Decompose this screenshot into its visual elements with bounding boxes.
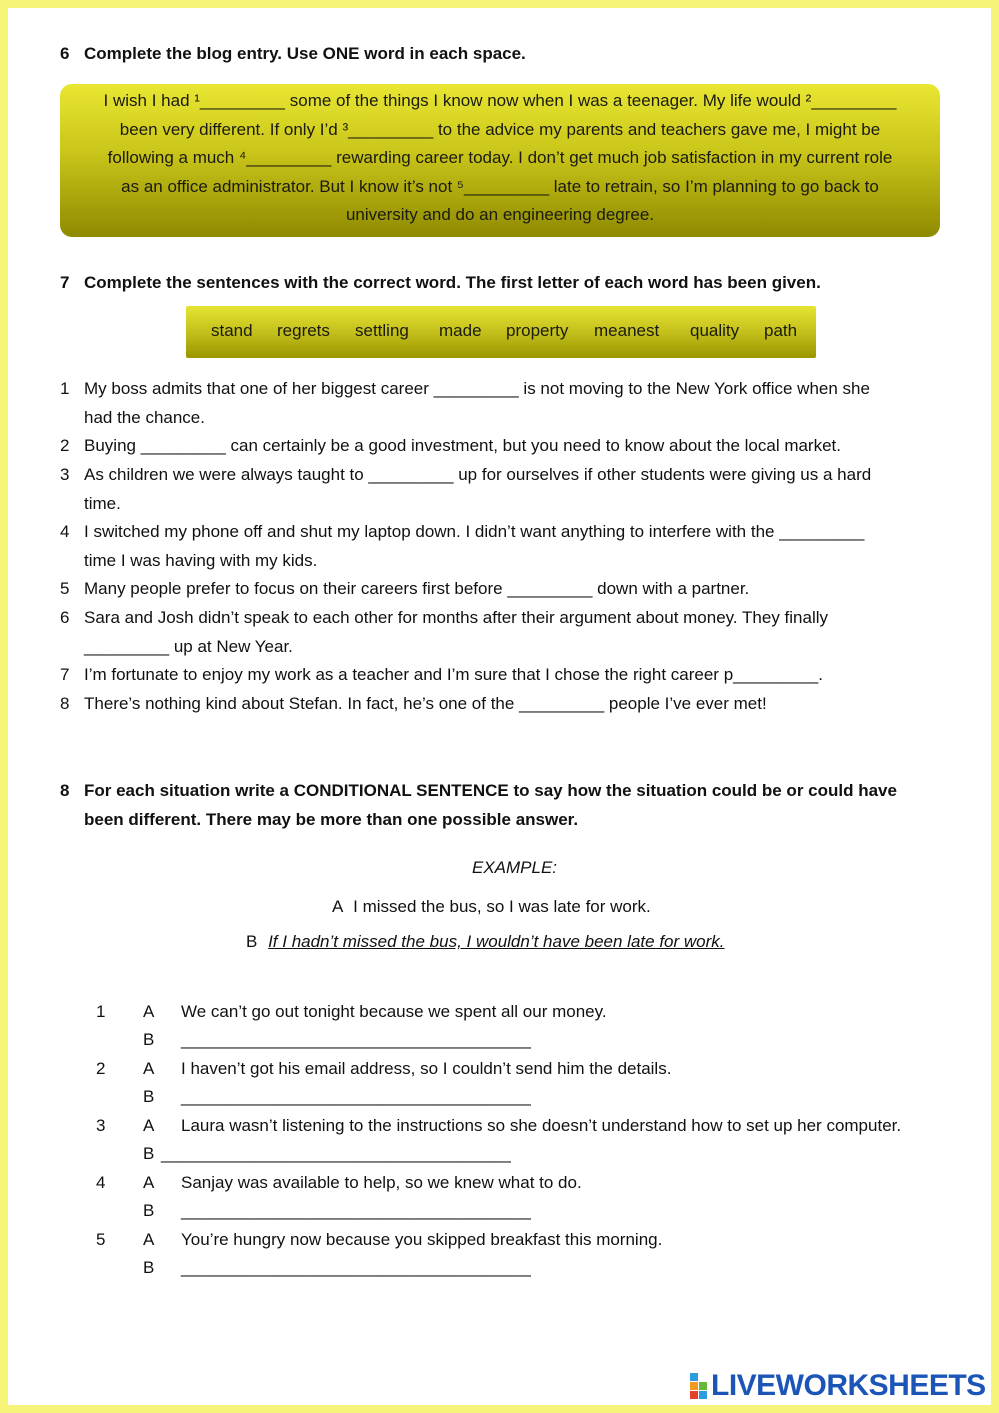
item-4-a-letter: A bbox=[143, 1173, 155, 1192]
section-8-number: 8 bbox=[60, 781, 70, 800]
blog-line: been very different. If only I’d ³_________ to the advice my parents and teachers gave me, I might be bbox=[119, 119, 881, 139]
example-a bbox=[332, 897, 651, 917]
section-8-heading bbox=[60, 779, 960, 835]
item-3-b-letter: B bbox=[143, 1144, 155, 1163]
item-2-number: 2 bbox=[96, 1059, 106, 1078]
word-bank bbox=[186, 306, 816, 358]
blog-entry-box bbox=[60, 84, 940, 237]
question-text: I’m fortunate to enjoy my work as a teacher and I’m sure that I chose the right career p_________. bbox=[84, 665, 823, 684]
question-text: time I was having with my kids. bbox=[84, 550, 318, 570]
blog-line: as an office administrator. But I know it’s not ⁵_________ late to retrain, so I’m planning to go back to bbox=[121, 176, 879, 196]
item-5-number: 5 bbox=[96, 1230, 106, 1249]
logo-mark-icon bbox=[690, 1373, 707, 1399]
item-2-a-text: I haven’t got his email address, so I couldn’t send him the details. bbox=[181, 1059, 672, 1078]
example-b-letter: B bbox=[246, 932, 258, 951]
question-text: time. bbox=[84, 493, 121, 513]
section-6-instruction: Complete the blog entry. Use ONE word in each space. bbox=[84, 44, 526, 63]
blog-line: university and do an engineering degree. bbox=[345, 205, 655, 225]
item-1-number: 1 bbox=[96, 1002, 106, 1021]
word-bank-item: settling bbox=[355, 321, 409, 340]
example-b bbox=[246, 932, 725, 952]
section-7-instruction: Complete the sentences with the correct word. The first letter of each word has been given. bbox=[84, 273, 821, 292]
blog-line: I wish I had ¹_________ some of the things I know now when I was a teenager. My life would ²_________ bbox=[103, 91, 897, 110]
item-1-a-text: We can’t go out tonight because we spent all our money. bbox=[181, 1002, 607, 1021]
item-5-a-letter: A bbox=[143, 1230, 155, 1249]
section-6-heading bbox=[60, 42, 960, 66]
question-number: 3 bbox=[60, 465, 70, 484]
word-bank-item: made bbox=[439, 321, 482, 340]
question-number: 8 bbox=[60, 694, 70, 713]
question-text: _________ up at New Year. bbox=[84, 636, 293, 656]
question-number: 1 bbox=[60, 379, 70, 398]
question-text: Buying _________ can certainly be a good investment, but you need to know about the local market. bbox=[84, 436, 841, 455]
item-2-b-answer-line[interactable]: _____________________________________ bbox=[181, 1087, 531, 1106]
item-1-b-answer-line[interactable]: _____________________________________ bbox=[181, 1030, 531, 1049]
item-5-b-letter: B bbox=[143, 1258, 155, 1277]
item-5-b-answer-line[interactable]: _____________________________________ bbox=[181, 1258, 531, 1277]
item-4-b-letter: B bbox=[143, 1201, 155, 1220]
question-text: As children we were always taught to _________ up for ourselves if other students were giving us a hard bbox=[84, 465, 872, 484]
liveworksheets-logo[interactable] bbox=[690, 1370, 986, 1402]
question-text: had the chance. bbox=[84, 407, 205, 427]
example-a-letter: A bbox=[332, 897, 343, 916]
question-text: My boss admits that one of her biggest career _________ is not moving to the New York office when she bbox=[84, 379, 870, 398]
item-2-a-letter: A bbox=[143, 1059, 155, 1078]
question-number: 5 bbox=[60, 579, 70, 598]
section-8-instruction: For each situation write a CONDITIONAL SENTENCE to say how the situation could be or could have bbox=[84, 781, 897, 800]
item-5-a-text: You’re hungry now because you skipped breakfast this morning. bbox=[181, 1230, 663, 1249]
item-3-a-letter: A bbox=[143, 1116, 155, 1135]
section-7-number: 7 bbox=[60, 273, 70, 292]
question-number: 2 bbox=[60, 436, 70, 455]
logo-text: LIVEWORKSHEETS bbox=[711, 1369, 986, 1402]
item-1-b-letter: B bbox=[143, 1030, 155, 1049]
item-1-a-letter: A bbox=[143, 1002, 155, 1021]
word-bank-item: stand bbox=[211, 321, 253, 340]
example-a-text: I missed the bus, so I was late for work. bbox=[353, 897, 651, 916]
question-number: 7 bbox=[60, 665, 70, 684]
question-number: 6 bbox=[60, 608, 70, 627]
item-3-a-text: Laura wasn’t listening to the instructions so she doesn’t understand how to set up her computer. bbox=[181, 1116, 902, 1135]
word-bank-item: property bbox=[506, 321, 569, 340]
section-6-number: 6 bbox=[60, 44, 70, 63]
item-2-b-letter: B bbox=[143, 1087, 155, 1106]
question-text: Many people prefer to focus on their careers first before _________ down with a partner. bbox=[84, 579, 750, 598]
word-bank-item: quality bbox=[690, 321, 740, 340]
item-3-b-answer-line[interactable]: _____________________________________ bbox=[161, 1144, 511, 1163]
item-4-number: 4 bbox=[96, 1173, 106, 1192]
question-text: I switched my phone off and shut my laptop down. I didn’t want anything to interfere with the _________ bbox=[84, 522, 865, 541]
example-label: EXAMPLE: bbox=[472, 858, 558, 877]
example-b-text: If I hadn’t missed the bus, I wouldn’t have been late for work. bbox=[268, 932, 725, 951]
word-bank-item: meanest bbox=[594, 321, 660, 340]
section-8-instruction: been different. There may be more than one possible answer. bbox=[84, 809, 579, 829]
blog-line: following a much ⁴_________ rewarding career today. I don’t get much job satisfaction in my current role bbox=[107, 148, 893, 168]
section-7-heading bbox=[60, 271, 960, 295]
worksheet-page bbox=[8, 8, 991, 1405]
item-4-a-text: Sanjay was available to help, so we knew what to do. bbox=[181, 1173, 582, 1192]
word-bank-item: path bbox=[764, 321, 798, 340]
question-text: Sara and Josh didn’t speak to each other for months after their argument about money. They finally bbox=[84, 608, 829, 627]
word-bank-item: regrets bbox=[277, 321, 330, 340]
question-number: 4 bbox=[60, 522, 70, 541]
item-4-b-answer-line[interactable]: _____________________________________ bbox=[181, 1201, 531, 1220]
item-3-number: 3 bbox=[96, 1116, 106, 1135]
question-text: There’s nothing kind about Stefan. In fact, he’s one of the _________ people I’ve ever met! bbox=[84, 694, 767, 713]
